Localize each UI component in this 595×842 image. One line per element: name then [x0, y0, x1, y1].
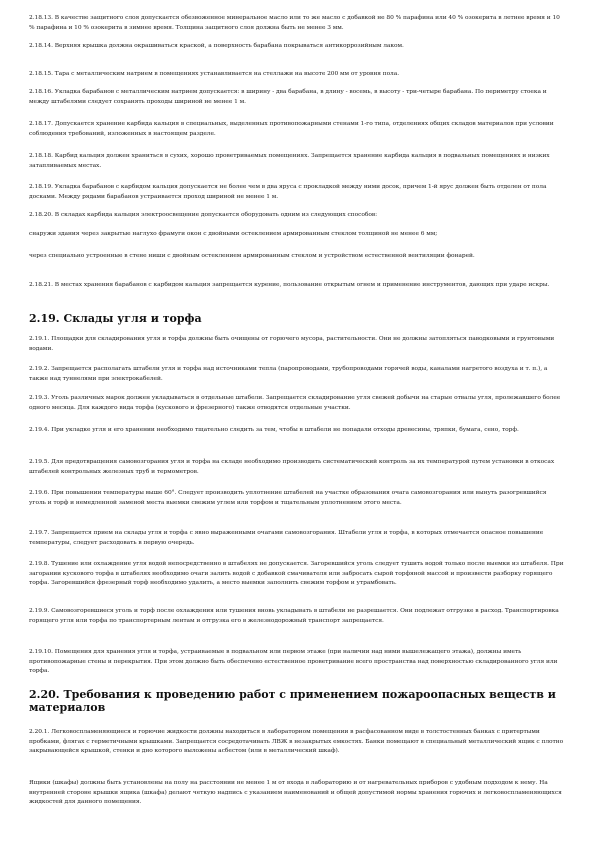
- paragraph-2-19-3: 2.19.3. Уголь различных марок должен укладываться в отдельные штабели. Запрещается складирование угля свежей добычи на старые отвалы угля, пролежавшего более одного месяца. Для каждого вида торфа (кускового и фрезерного) также отводятся отдельные участки.: [29, 395, 561, 411]
- paragraph-storage-boxes: Ящики (шкафы) должны быть установлены на полу на расстоянии не менее 1 м от входа в лабораторию и от нагревательных приборов с удобным подходом к нему. На внутренней стороне крышки ящика (шкафа) делают четкую надпись с указанием наименований и общей допустимой нормы хранения горючих и легковоспламеняющихся жидкостей для данного помещения.: [29, 780, 562, 805]
- section-heading-2-19: 2.19. Склады угля и торфа: [29, 312, 202, 325]
- paragraph-2-18-13: 2.18.13. В качестве защитного слоя допускается обезвоженное минеральное масло или то же масло с добавкой не 80 % парафина или 40 % озокерита в летнее время и 10 % парафина и 10 % озокерита в зимнее время. Толщина защитного слоя должна быть не менее 3 мм.: [29, 15, 560, 31]
- paragraph-2-20-1: 2.20.1. Легковоспламеняющиеся и горючие жидкости должны находиться в лабораторном помещении в расфасованном виде в толстостенных банках с притертыми пробками, флягах с герметичными крышками. Запрещается сосредотачивать ЛВЖ в незакрытых емкостях. Банки помещают в специальный металлический ящик с плотно закрывающейся крышкой, стенки и дно которого выложены асбестом (или в металлический шкаф).: [29, 729, 564, 754]
- paragraph-2-18-21: 2.18.21. В местах хранения барабанов с карбидом кальция запрещается курение, пользование открытым огнем и применение инструментов, дающих при ударе искры.: [29, 282, 550, 288]
- paragraph-2-19-9: 2.19.9. Самовозгоревшиеся уголь и торф после охлаждения или тушения вновь укладывать в штабели не разрешается. Они подлежат отгрузке в расход. Транспортировка горящего угля или торфа по транспортерным лентам и отгрузка его в железнодорожный транспорт запрещается.: [29, 608, 559, 624]
- paragraph-2-18-17: 2.18.17. Допускается хранение карбида кальция в специальных, выделенных противопожарными стенами 1-го типа, отделениях общих складов материалов при условии соблюдения требований, изложенных в настоящем разделе.: [29, 121, 554, 137]
- paragraph-2-18-18: 2.18.18. Карбид кальция должен храниться в сухих, хорошо проветриваемых помещениях. Запрещается хранение карбида кальция в подвальных помещениях и низких затапливаемых местах.: [29, 153, 550, 169]
- paragraph-2-19-7: 2.19.7. Запрещается прием на склады угля и торфа с явно выраженными очагами самовозгорания. Штабели угля и торфа, в которых отмечается опасное повышение температуры, следует расходовать в первую очередь.: [29, 530, 544, 546]
- paragraph-2-19-4: 2.19.4. При укладке угля и его хранении необходимо тщательно следить за тем, чтобы в штабели не попадали отходы древесины, тряпки, бумага, сено, торф.: [29, 427, 519, 433]
- paragraph-2-19-10: 2.19.10. Помещения для хранения угля и торфа, устраиваемые в подвальном или первом этаже (при наличии над ними вышележащего этажа), должны иметь противопожарные стены и перекрытия. При этом должно быть обеспечено естественное проветривание всего пространства над поверхностью складированного угля или торфа.: [29, 649, 558, 674]
- paragraph-2-18-20: 2.18.20. В складах карбида кальция электроосвещение допускается оборудовать одним из следующих способов:: [29, 212, 378, 218]
- paragraph-2-19-2: 2.19.2. Запрещается располагать штабели угля и торфа над источниками тепла (паропроводами, трубопроводами горячей воды, каналами нагретого воздуха и т. п.), а также над туннелями при электрокабелей.: [29, 366, 548, 382]
- paragraph-lighting-option-1: снаружи здания через закрытые наглухо фрамуги окон с двойными остеклением армированным стеклом толщиной не менее 6 мм;: [29, 231, 438, 237]
- paragraph-lighting-option-2: через специально устроенные в стене ниши с двойным остеклением армированным стеклом и устройством естественной вентиляции фонарей.: [29, 253, 475, 259]
- paragraph-2-18-19: 2.18.19. Укладка барабанов с карбидом кальция допускается не более чем в два яруса с прокладкой между ними досок, причем 1-й ярус должен быть отделен от пола досками. Между рядами барабанов устраивается проход шириной не менее 1 м.: [29, 184, 547, 200]
- paragraph-2-18-15: 2.18.15. Тара с металлическим натрием в помещениях устанавливается на стеллажи на высоте 200 мм от уровня пола.: [29, 71, 400, 77]
- section-heading-2-20: 2.20. Требования к проведению работ с применением пожароопасных веществ и материалов: [29, 688, 556, 714]
- paragraph-2-19-8: 2.19.8. Тушение или охлаждение угля водой непосредственно в штабелях не допускается. Загоревшийся уголь следует тушить водой только после выемки из штабеля. При загорании кускового торфа в штабелях необходимо очаги залить водой с добавкой смачивателя или забросать сырой торфяной массой и произвести разборку горящего торфа. Загоревшийся фрезерный торф необходимо удалить, а место выемки заполнить свежим торфом и утрамбовать.: [29, 561, 564, 586]
- paragraph-2-18-14: 2.18.14. Верхняя крышка должна окрашиваться краской, а поверхность барабана покрываться антикоррозийным лаком.: [29, 43, 404, 49]
- paragraph-2-19-1: 2.19.1. Площадки для складирования угля и торфа должны быть очищены от горючего мусора, растительности. Они не должны затопляться паводковыми и грунтовыми водами.: [29, 336, 555, 352]
- paragraph-2-19-5: 2.19.5. Для предотвращения самовозгорания угля и торфа на складе необходимо производить систематический контроль за их температурой путем установки в откосах штабелей контрольных железных труб и термометров.: [29, 459, 555, 475]
- paragraph-2-18-16: 2.18.16. Укладка барабанов с металлическим натрием допускается: в ширину - два барабана, в длину - восемь, в высоту - три-четыре барабана. По периметру стоека и между штабелями следует сохранять проходы шириной не менее 1 м.: [29, 89, 547, 105]
- paragraph-2-19-6: 2.19.6. При повышении температуры выше 60°. Следует производить уплотнение штабелей на участке образования очага самовозгорания или вынуть разогревшийся уголь и торф и немедленной заменой места выемки свежим углем или торфом и тщательным уплотнением этого места.: [29, 490, 547, 506]
